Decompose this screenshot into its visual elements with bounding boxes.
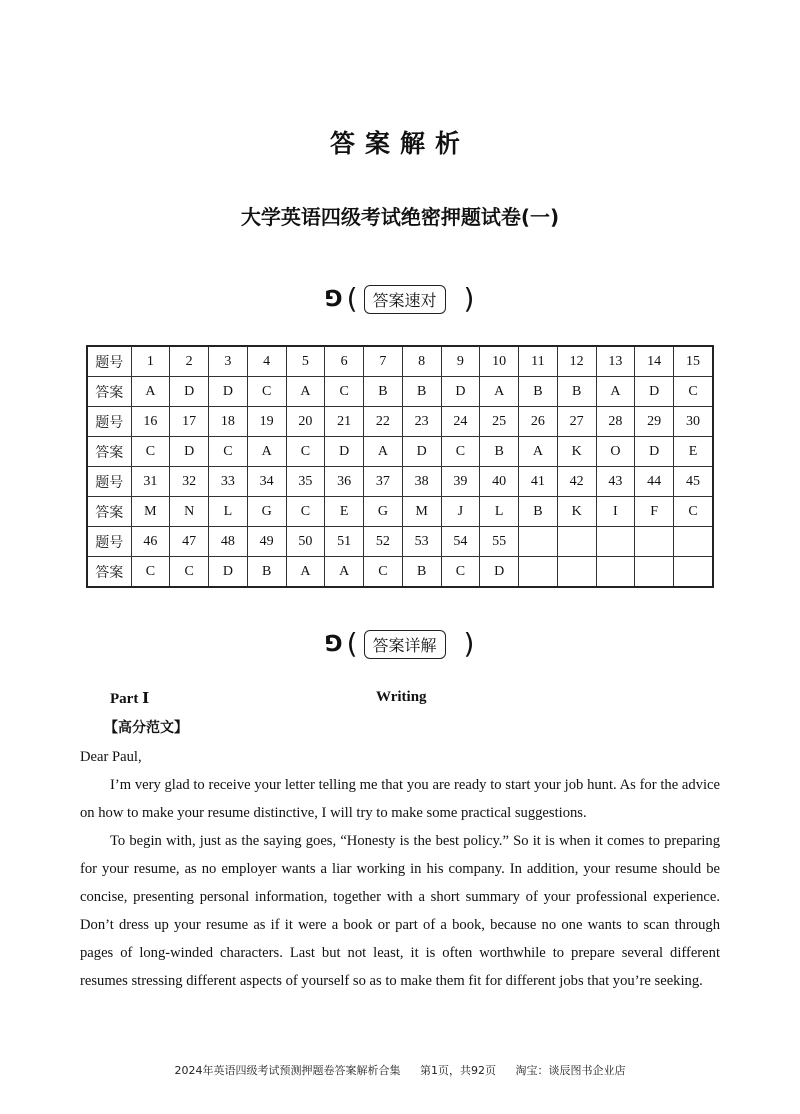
question-number-cell: 26: [519, 407, 558, 437]
answer-cell: E: [325, 497, 364, 527]
answer-cell: M: [131, 497, 170, 527]
answer-cell: D: [209, 377, 248, 407]
question-number-cell: 20: [286, 407, 325, 437]
question-number-cell: 27: [557, 407, 596, 437]
essay-paragraph: To begin with, just as the saying goes, “Honesty is the best policy.” So it is when it comes to preparing for your resume, as no employer wants a liar working in his company. In addition, your resume should be concise, presenting personal information, together with a short summary of your professional experience. Don’t dress up your resume as if it were a book or part of a book, because no one wants to scan through pages of long-winded characters. Last but not least, it is often worthwhile to prepare several different resumes stressing different aspects of yourself so as to make them fit for different jobs that you’re seeking.: [80, 833, 720, 989]
question-number-cell: 31: [131, 467, 170, 497]
question-number-cell: 19: [247, 407, 286, 437]
answer-cell: D: [635, 377, 674, 407]
model-essay: [80, 743, 720, 995]
question-number-row: [87, 467, 713, 497]
answer-cell: L: [480, 497, 519, 527]
answer-cell: B: [402, 377, 441, 407]
answer-row: [87, 437, 713, 467]
question-number-cell: 24: [441, 407, 480, 437]
question-number-cell: 37: [364, 467, 403, 497]
answer-cell: B: [402, 557, 441, 588]
part-title: Writing: [376, 689, 427, 705]
question-number-cell: 45: [674, 467, 713, 497]
essay-paragraph: I’m very glad to receive your letter telling me that you are ready to start your job hunt. As for the advice on how to make your resume distinctive, I will try to make some practical suggestions.: [80, 777, 720, 821]
close-bracket: ): [463, 282, 475, 315]
answer-cell: G: [247, 497, 286, 527]
question-number-cell: 51: [325, 527, 364, 557]
answer-cell: C: [286, 437, 325, 467]
question-number-cell: [635, 527, 674, 557]
footer-shop: 淘宝：谈辰图书企业店: [515, 1064, 626, 1077]
answer-cell: A: [480, 377, 519, 407]
section-header-detailed-answers: [0, 627, 800, 661]
answer-cell: C: [674, 377, 713, 407]
question-number-cell: 41: [519, 467, 558, 497]
answer-cell: [596, 557, 635, 588]
page-title: 答案解析: [329, 129, 470, 158]
open-bracket: (: [346, 282, 358, 315]
answer-cell: N: [170, 497, 209, 527]
answer-cell: M: [402, 497, 441, 527]
section-marker-icon: ⅁: [325, 631, 343, 657]
model-essay-label: 【高分范文】: [104, 720, 188, 736]
answer-cell: B: [519, 497, 558, 527]
answer-cell: O: [596, 437, 635, 467]
answer-row: [87, 377, 713, 407]
question-number-cell: 17: [170, 407, 209, 437]
question-number-cell: 18: [209, 407, 248, 437]
question-number-row: [87, 407, 713, 437]
question-number-cell: 16: [131, 407, 170, 437]
question-number-cell: 49: [247, 527, 286, 557]
question-number-cell: 1: [131, 346, 170, 377]
answer-cell: C: [325, 377, 364, 407]
question-number-row: [87, 346, 713, 377]
answer-cell: J: [441, 497, 480, 527]
answer-cell: C: [131, 557, 170, 588]
answer-cell: C: [209, 437, 248, 467]
answer-cell: A: [364, 437, 403, 467]
question-number-cell: 3: [209, 346, 248, 377]
question-number-cell: 53: [402, 527, 441, 557]
row-label-answer: 答案: [87, 437, 131, 467]
question-number-cell: 10: [480, 346, 519, 377]
question-number-cell: 22: [364, 407, 403, 437]
question-number-cell: 32: [170, 467, 209, 497]
answer-cell: [519, 557, 558, 588]
question-number-cell: 34: [247, 467, 286, 497]
answer-cell: K: [557, 497, 596, 527]
question-number-cell: [674, 527, 713, 557]
question-number-cell: 21: [325, 407, 364, 437]
answer-row: [87, 557, 713, 588]
answer-cell: I: [596, 497, 635, 527]
question-number-cell: 43: [596, 467, 635, 497]
answer-cell: C: [247, 377, 286, 407]
answer-cell: B: [557, 377, 596, 407]
answer-cell: A: [286, 557, 325, 588]
answer-cell: D: [170, 377, 209, 407]
answer-cell: [557, 557, 596, 588]
question-number-cell: 2: [170, 346, 209, 377]
answer-cell: A: [596, 377, 635, 407]
question-number-cell: 38: [402, 467, 441, 497]
row-label-question: 题号: [87, 527, 131, 557]
question-number-cell: 33: [209, 467, 248, 497]
answer-cell: L: [209, 497, 248, 527]
answer-cell: B: [364, 377, 403, 407]
question-number-cell: 11: [519, 346, 558, 377]
answer-cell: C: [170, 557, 209, 588]
question-number-cell: 6: [325, 346, 364, 377]
row-label-answer: 答案: [87, 497, 131, 527]
answer-cell: D: [635, 437, 674, 467]
answer-cell: A: [286, 377, 325, 407]
answer-cell: D: [441, 377, 480, 407]
question-number-cell: 15: [674, 346, 713, 377]
footer-collection: 2024年英语四级考试预测押题卷答案解析合集: [174, 1064, 401, 1077]
answer-cell: B: [519, 377, 558, 407]
answer-key-table: [86, 345, 714, 588]
answer-cell: D: [480, 557, 519, 588]
row-label-question: 题号: [87, 467, 131, 497]
answer-cell: [635, 557, 674, 588]
question-number-cell: 23: [402, 407, 441, 437]
close-bracket: ): [463, 627, 475, 660]
answer-cell: G: [364, 497, 403, 527]
question-number-cell: 12: [557, 346, 596, 377]
question-number-cell: [519, 527, 558, 557]
question-number-cell: 25: [480, 407, 519, 437]
question-number-cell: 7: [364, 346, 403, 377]
answer-cell: F: [635, 497, 674, 527]
section-label: 答案详解: [364, 630, 446, 659]
question-number-cell: 44: [635, 467, 674, 497]
section-header-quick-answers: [0, 282, 800, 316]
answer-cell: D: [209, 557, 248, 588]
question-number-cell: 54: [441, 527, 480, 557]
question-number-cell: [557, 527, 596, 557]
question-number-cell: 4: [247, 346, 286, 377]
answer-cell: E: [674, 437, 713, 467]
question-number-cell: 47: [170, 527, 209, 557]
answer-cell: D: [402, 437, 441, 467]
question-number-cell: 50: [286, 527, 325, 557]
question-number-cell: 39: [441, 467, 480, 497]
answer-cell: B: [247, 557, 286, 588]
question-number-cell: 29: [635, 407, 674, 437]
answer-cell: C: [364, 557, 403, 588]
part-label: Part Ⅰ: [110, 691, 150, 707]
answer-cell: D: [170, 437, 209, 467]
row-label-answer: 答案: [87, 557, 131, 588]
answer-cell: C: [674, 497, 713, 527]
question-number-cell: 46: [131, 527, 170, 557]
answer-cell: [674, 557, 713, 588]
question-number-cell: 9: [441, 346, 480, 377]
page-footer: [0, 1062, 800, 1078]
exam-subtitle: 大学英语四级考试绝密押题试卷(一): [240, 205, 560, 229]
question-number-cell: 48: [209, 527, 248, 557]
question-number-cell: 40: [480, 467, 519, 497]
part-heading: [110, 689, 800, 708]
answer-cell: C: [441, 437, 480, 467]
row-label-answer: 答案: [87, 377, 131, 407]
row-label-question: 题号: [87, 407, 131, 437]
answer-cell: A: [247, 437, 286, 467]
question-number-cell: 52: [364, 527, 403, 557]
answer-cell: C: [131, 437, 170, 467]
question-number-row: [87, 527, 713, 557]
answer-cell: B: [480, 437, 519, 467]
answer-row: [87, 497, 713, 527]
answer-cell: D: [325, 437, 364, 467]
question-number-cell: 36: [325, 467, 364, 497]
question-number-cell: 8: [402, 346, 441, 377]
answer-cell: C: [441, 557, 480, 588]
section-label: 答案速对: [364, 285, 446, 314]
salutation: Dear Paul,: [80, 749, 142, 765]
footer-page-info: 第1页，共92页: [420, 1064, 496, 1077]
answer-cell: K: [557, 437, 596, 467]
question-number-cell: 5: [286, 346, 325, 377]
question-number-cell: [596, 527, 635, 557]
question-number-cell: 35: [286, 467, 325, 497]
question-number-cell: 30: [674, 407, 713, 437]
section-marker-icon: ⅁: [325, 286, 343, 312]
answer-cell: A: [131, 377, 170, 407]
question-number-cell: 28: [596, 407, 635, 437]
question-number-cell: 13: [596, 346, 635, 377]
answer-cell: A: [325, 557, 364, 588]
question-number-cell: 55: [480, 527, 519, 557]
open-bracket: (: [346, 627, 358, 660]
answer-cell: C: [286, 497, 325, 527]
answer-cell: A: [519, 437, 558, 467]
row-label-question: 题号: [87, 346, 131, 377]
question-number-cell: 42: [557, 467, 596, 497]
question-number-cell: 14: [635, 346, 674, 377]
